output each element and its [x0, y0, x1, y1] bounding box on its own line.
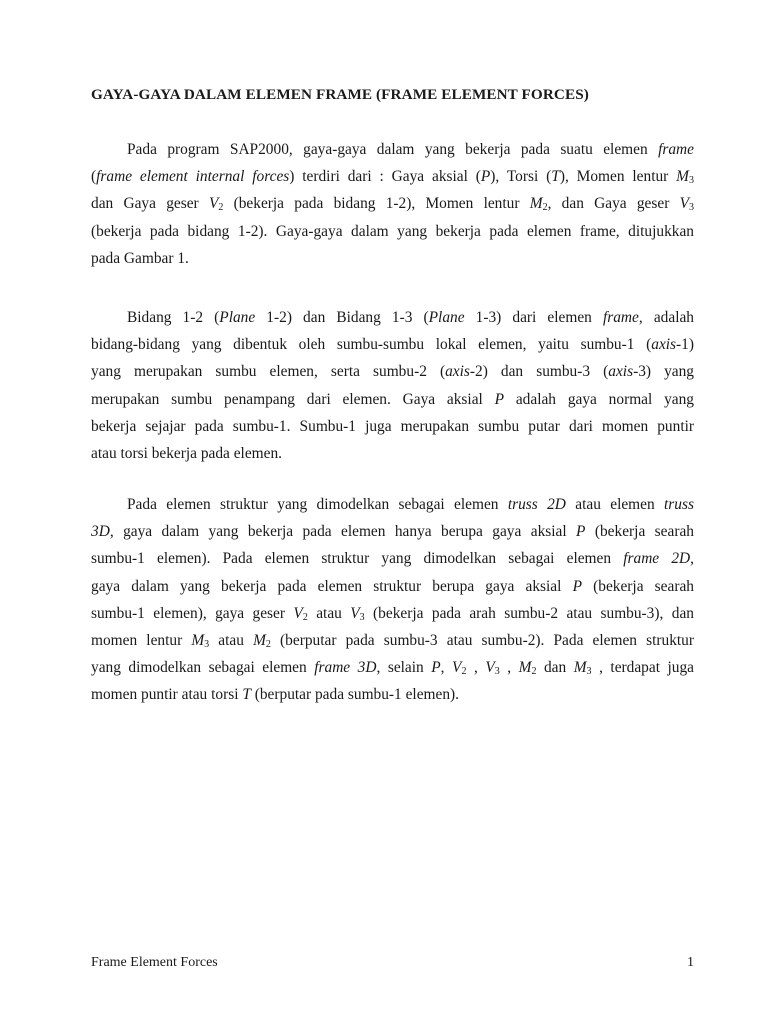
text-run: yang dimodelkan sebagai elemen — [91, 659, 315, 677]
symbol-m: M — [253, 632, 266, 650]
text-run: -3) yang — [633, 363, 694, 381]
symbol-m: M — [518, 659, 532, 677]
paragraph-1 — [91, 136, 694, 272]
italic-text: frame 2D — [623, 550, 691, 568]
italic-text: frame 3D — [314, 659, 377, 677]
text-run: , terdapat juga — [591, 659, 695, 677]
text-run: merupakan sumbu penampang dari elemen. Gaya aksial — [91, 390, 495, 408]
text-run: , dan Gaya geser — [547, 195, 680, 213]
text-run: atau — [307, 604, 351, 622]
subscript: 2 — [531, 666, 537, 678]
text-run: -1) — [676, 336, 694, 354]
page-number: 1 — [687, 955, 694, 970]
paragraph-3-line — [91, 545, 694, 572]
text-run: (berputar pada sumbu-3 atau sumbu-2). Pada elemen struktur — [270, 632, 694, 650]
text-run: momen puntir atau torsi — [91, 686, 243, 704]
text-run: (berputar pada sumbu-1 elemen). — [250, 686, 460, 704]
symbol-p: P — [431, 659, 441, 677]
text-run: Pada elemen struktur yang dimodelkan sebagai elemen — [127, 496, 508, 513]
italic-text: Plane — [219, 309, 256, 326]
text-run: momen lentur — [91, 632, 192, 650]
text-run: , — [466, 659, 486, 677]
text-run: sumbu-1 elemen), gaya geser — [91, 604, 294, 622]
text-run: atau elemen — [565, 496, 665, 513]
footer-title: Frame Element Forces — [91, 955, 218, 970]
text-run: , — [440, 659, 453, 677]
symbol-p: P — [576, 523, 586, 541]
text-run: ( — [91, 168, 97, 186]
subscript: 3 — [688, 175, 694, 187]
symbol-m: M — [529, 195, 543, 213]
italic-text: frame element internal forces — [96, 168, 290, 186]
paragraph-2 — [91, 304, 694, 467]
text-run: , — [690, 550, 694, 568]
symbol-t: T — [551, 168, 560, 186]
symbol-m: M — [191, 632, 205, 650]
subscript: 2 — [461, 666, 467, 678]
subscript: 3 — [359, 611, 365, 623]
text-run: (bekerja pada bidang 1-2), Momen lentur — [223, 195, 530, 213]
text-run: (bekerja searah — [581, 577, 694, 595]
subscript: 3 — [586, 666, 592, 678]
paragraph-1-line — [91, 190, 694, 217]
italic-text: Plane — [428, 309, 465, 326]
text-run: atau — [209, 632, 254, 650]
paragraph-3-line — [91, 654, 694, 681]
text-run: sumbu-1 elemen). Pada elemen struktur yang dimodelkan sebagai elemen — [91, 550, 624, 568]
italic-text: axis — [608, 363, 634, 381]
paragraph-1-line — [91, 136, 694, 163]
paragraph-3-line — [91, 518, 694, 545]
text-run: (bekerja pada arah sumbu-2 atau sumbu-3), dan — [364, 604, 694, 622]
paragraph-2-line — [91, 358, 694, 385]
text-run: ), Momen lentur — [559, 168, 677, 186]
text-run: dan Gaya geser — [91, 195, 209, 213]
symbol-p: P — [494, 390, 505, 408]
symbol-v: V — [485, 659, 495, 677]
text-run: dan — [536, 659, 574, 677]
text-run: adalah gaya normal yang — [504, 390, 694, 408]
symbol-v: V — [679, 195, 689, 213]
symbol-p: P — [480, 168, 491, 186]
subscript: 3 — [494, 666, 500, 678]
paragraph-2-line: bekerja sejajar pada sumbu-1. Sumbu-1 juga merupakan sumbu putar dari momen puntir — [91, 417, 694, 435]
paragraph-1-line: pada Gambar 1. — [91, 249, 189, 267]
paragraph-3-line — [91, 627, 694, 654]
italic-text: axis — [651, 336, 677, 354]
subscript: 2 — [265, 639, 271, 651]
subscript: 2 — [542, 202, 548, 214]
text-run: , gaya dalam yang bekerja pada elemen hanya berupa gaya aksial — [109, 523, 577, 541]
paragraph-3-line — [91, 681, 694, 708]
italic-text: frame — [658, 141, 694, 158]
text-run: gaya dalam yang bekerja pada elemen struktur berupa gaya aksial — [91, 577, 573, 595]
text-run: , selain — [376, 659, 432, 677]
text-run: , adalah — [638, 309, 694, 326]
paragraph-1-line: (bekerja pada bidang 1-2). Gaya-gaya dalam yang bekerja pada elemen frame, ditujukkan — [91, 222, 694, 240]
text-run: (bekerja searah — [585, 523, 694, 541]
paragraph-2-line — [91, 331, 694, 358]
italic-text: truss — [664, 496, 694, 513]
paragraph-1-line — [91, 163, 694, 190]
subscript: 3 — [689, 202, 694, 214]
paragraph-3 — [91, 491, 694, 709]
subscript: 2 — [302, 611, 308, 623]
symbol-m: M — [573, 659, 587, 677]
symbol-p: P — [572, 577, 582, 595]
paragraph-3-line — [91, 573, 694, 600]
paragraph-3-line — [91, 600, 694, 627]
symbol-v: V — [293, 604, 303, 622]
symbol-v: V — [350, 604, 360, 622]
symbol-v: V — [452, 659, 462, 677]
text-run: -2) dan sumbu-3 ( — [469, 363, 609, 381]
text-run: 1-2) dan Bidang 1-3 ( — [255, 309, 429, 326]
subscript: 2 — [218, 202, 224, 214]
paragraph-2-line: atau torsi bekerja pada elemen. — [91, 445, 283, 463]
paragraph-2-line — [91, 386, 694, 413]
italic-text: truss 2D — [507, 496, 566, 513]
text-run: ), Torsi ( — [490, 168, 552, 186]
text-run: yang merupakan sumbu elemen, serta sumbu-2 ( — [91, 363, 446, 381]
text-run: , — [499, 659, 519, 677]
paragraph-2-line — [91, 304, 694, 331]
symbol-v: V — [208, 195, 219, 213]
text-run: 1-3) dari elemen — [464, 309, 603, 326]
italic-text: 3D — [91, 523, 110, 541]
text-run: Pada program SAP2000, gaya-gaya dalam yang bekerja pada suatu elemen — [127, 141, 659, 158]
text-run: Bidang 1-2 ( — [127, 309, 220, 326]
symbol-t: T — [242, 686, 251, 704]
subscript: 3 — [204, 639, 210, 651]
italic-text: frame — [602, 309, 639, 326]
page-title: GAYA-GAYA DALAM ELEMEN FRAME (FRAME ELEMENT FORCES) — [91, 86, 589, 103]
text-run: ) terdiri dari : Gaya aksial ( — [289, 168, 481, 186]
paragraph-3-line — [91, 491, 694, 518]
italic-text: axis — [445, 363, 470, 381]
symbol-m: M — [676, 168, 689, 186]
text-run: bidang-bidang yang dibentuk oleh sumbu-sumbu lokal elemen, yaitu sumbu-1 ( — [91, 336, 652, 354]
